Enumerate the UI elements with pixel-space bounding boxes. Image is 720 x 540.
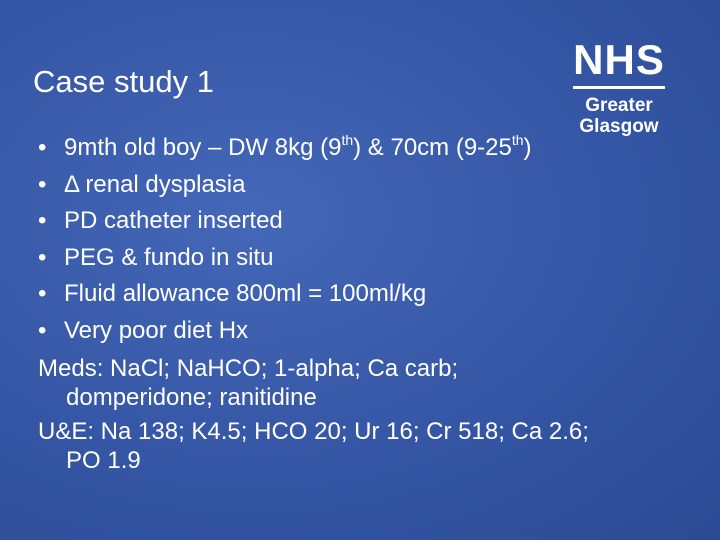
bullet-icon: • <box>38 207 47 234</box>
bullet-text: PD catheter inserted <box>64 207 283 234</box>
logo-divider <box>573 86 665 89</box>
meds-line-1: Meds: NaCl; NaHCO; 1-alpha; Ca carb; <box>38 355 459 382</box>
bullet-text: Very poor diet Hx <box>64 316 249 344</box>
bullet-text: 9mth old boy – DW 8kg (9th) & 70cm (9-25th) <box>64 132 532 161</box>
slide-body <box>38 130 708 475</box>
bullet-icon: • <box>38 316 47 344</box>
ue-line-1: U&E: Na 138; K4.5; HCO 20; Ur 16; Cr 518; Ca 2.6; <box>38 418 589 445</box>
bullet-item <box>38 203 708 240</box>
logo-line-2: Glasgow <box>579 116 659 137</box>
bullet-icon: • <box>38 170 47 198</box>
bullet-item <box>38 313 708 350</box>
bullet-text: Fluid allowance 800ml = 100ml/kg <box>64 280 427 307</box>
meds-paragraph <box>38 354 708 412</box>
slide-title: Case study 1 <box>33 64 214 99</box>
bullet-icon: • <box>38 280 47 307</box>
logo-line-1: Greater <box>585 95 653 116</box>
meds-line-2: domperidone; ranitidine <box>66 384 317 411</box>
nhs-logo <box>566 38 672 138</box>
bullet-item <box>38 276 708 313</box>
bullet-text: PEG & fundo in situ <box>64 243 274 271</box>
bullet-icon: • <box>38 243 47 271</box>
ue-line-2: PO 1.9 <box>66 447 141 474</box>
logo-nhs-text: NHS <box>573 36 665 83</box>
bullet-icon: • <box>38 134 47 161</box>
bullet-text: Δ renal dysplasia <box>64 170 246 198</box>
bullet-item <box>38 240 708 277</box>
bullet-item <box>38 130 708 167</box>
ue-paragraph <box>38 417 708 475</box>
bullet-item <box>38 167 708 204</box>
